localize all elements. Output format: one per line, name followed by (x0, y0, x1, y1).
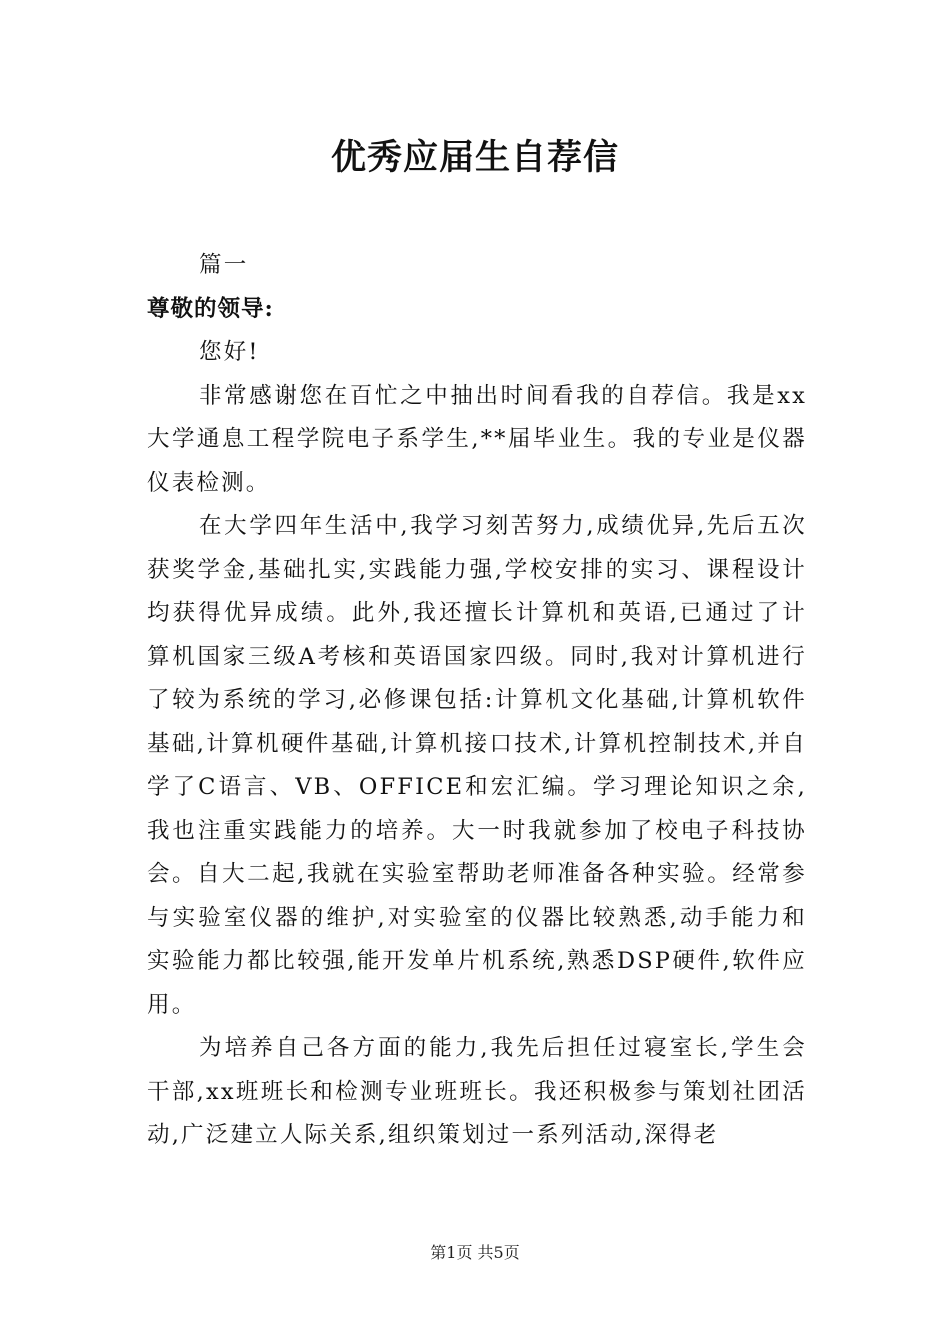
salutation: 尊敬的领导: (147, 295, 274, 322)
page-indicator: 第1页 共5页 (430, 1243, 520, 1262)
section-label: 篇一 (199, 252, 249, 278)
document-title: 优秀应届生自荐信 (330, 137, 619, 178)
greeting: 您好! (199, 339, 260, 365)
body-paragraph: 在大学四年生活中,我学习刻苦努力,成绩优异,先后五次获奖学金,基础扎实,实践能力强,学校安排的实习、课程设计均获得优异成绩。此外,我还擅长计算机和英语,已通过了计算机国家三级A考核和英语国家四级。同时,我对计算机进行了较为系统的学习,必修课包括:计算机文化基础,计算机软件基础,计算机硬件基础,计算机接口技术,计算机控制技术,并自学了C语言、VB、OFFICE和宏汇编。学习理论知识之余,我也注重实践能力的培养。大一时我就参加了校电子科技协会。自大二起,我就在实验室帮助老师准备各种实验。经常参与实验室仪器的维护,对实验室的仪器比较熟悉,动手能力和实验能力都比较强,能开发单片机系统,熟悉DSP硬件,软件应用。 (147, 513, 807, 1018)
body-paragraph: 为培养自己各方面的能力,我先后担任过寝室长,学生会干部,xx班班长和检测专业班班长。我还积极参与策划社团活动,广泛建立人际关系,组织策划过一系列活动,深得老 (147, 1035, 807, 1148)
document-body (147, 244, 807, 1158)
body-paragraph: 非常感谢您在百忙之中抽出时间看我的自荐信。我是xx大学通息工程学院电子系学生,**届毕业生。我的专业是仪器仪表检测。 (147, 382, 807, 496)
